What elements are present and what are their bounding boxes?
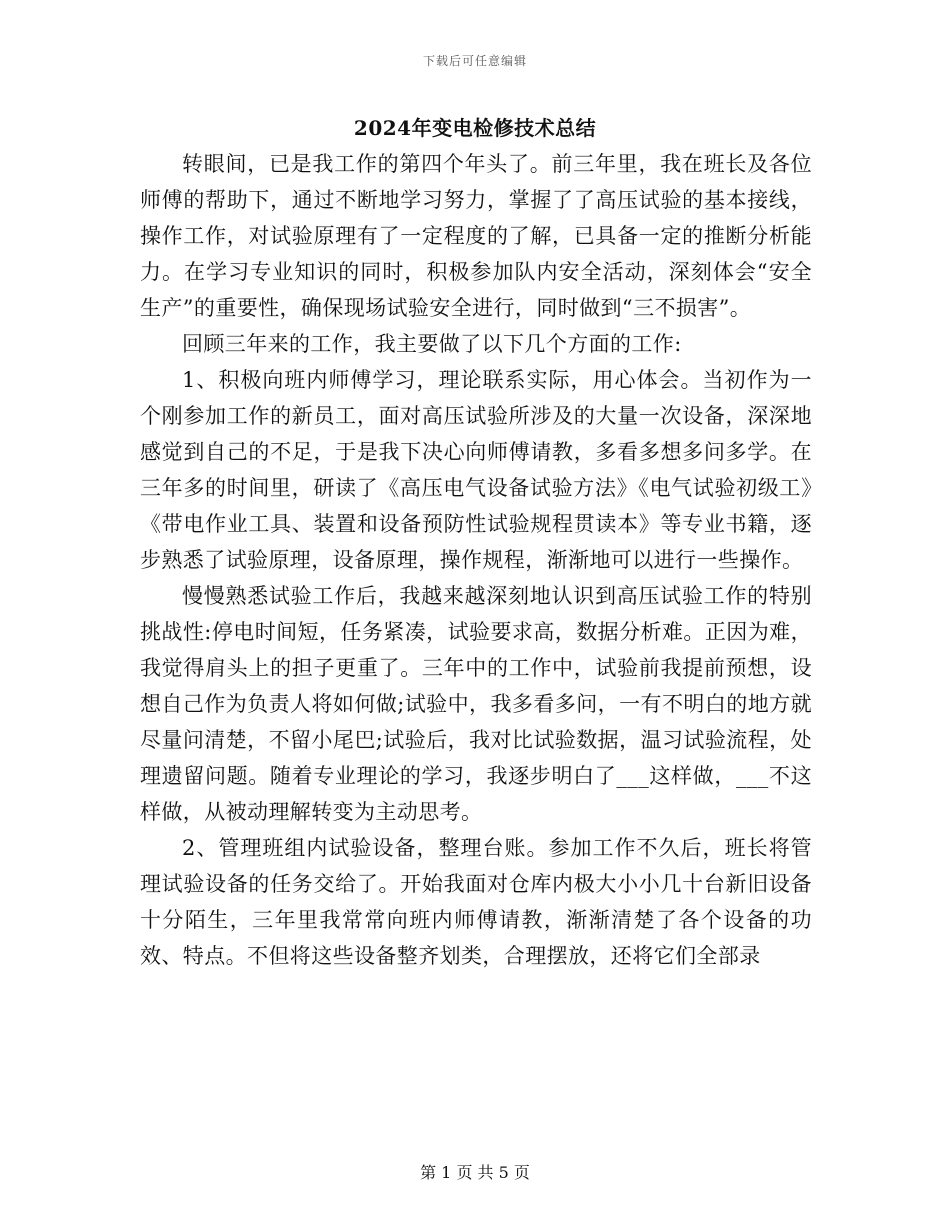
paragraph: 慢慢熟悉试验工作后，我越来越深刻地认识到高压试验工作的特别挑战性:停电时间短，任务紧凑，试验要求高，数据分析难。正因为难，我觉得肩头上的担子更重了。三年中的工作中，试验前我提前预想，设想自己作为负责人将如何做;试验中，我多看多问，一有不明白的地方就尽量问清楚，不留小尾巴;试验后，我对比试验数据，温习试验流程，处理遗留问题。随着专业理论的学习，我逐步明白了___这样做，___不这样做，从被动理解转变为主动思考。	[140, 584, 812, 824]
page-number: 第 1 页 共 5 页	[420, 1163, 530, 1182]
paragraph: 2、管理班组内试验设备，整理台账。参加工作不久后，班长将管理试验设备的任务交给了。开始我面对仓库内极大小小几十台新旧设备十分陌生，三年里我常常向班内师傅请教，渐渐清楚了各个设备的功效、特点。不但将这些设备整齐划类，合理摆放，还将它们全部录	[140, 836, 812, 968]
paragraph: 转眼间，已是我工作的第四个年头了。前三年里，我在班长及各位师傅的帮助下，通过不断地学习努力，掌握了了高压试验的基本接线，操作工作，对试验原理有了一定程度的了解，已具备一定的推断分析能力。在学习专业知识的同时，积极参加队内安全活动，深刻体会“安全生产”的重要性，确保现场试验安全进行，同时做到“三不损害”。	[140, 152, 812, 320]
paragraph: 回顾三年来的工作，我主要做了以下几个方面的工作:	[182, 332, 682, 356]
paragraph: 1、积极向班内师傅学习，理论联系实际，用心体会。当初作为一个刚参加工作的新员工，面对高压试验所涉及的大量一次设备，深深地感觉到自己的不足，于是我下决心向师傅请教，多看多想多问多学。在三年多的时间里，研读了《高压电气设备试验方法》《电气试验初级工》《带电作业工具、装置和设备预防性试验规程贯读本》等专业书籍，逐步熟悉了试验原理，设备原理，操作规程，渐渐地可以进行一些操作。	[140, 368, 812, 572]
document-title: 2024年变电检修技术总结	[353, 116, 597, 140]
header-note: 下载后可任意编辑	[422, 54, 527, 68]
document-body	[140, 146, 812, 974]
